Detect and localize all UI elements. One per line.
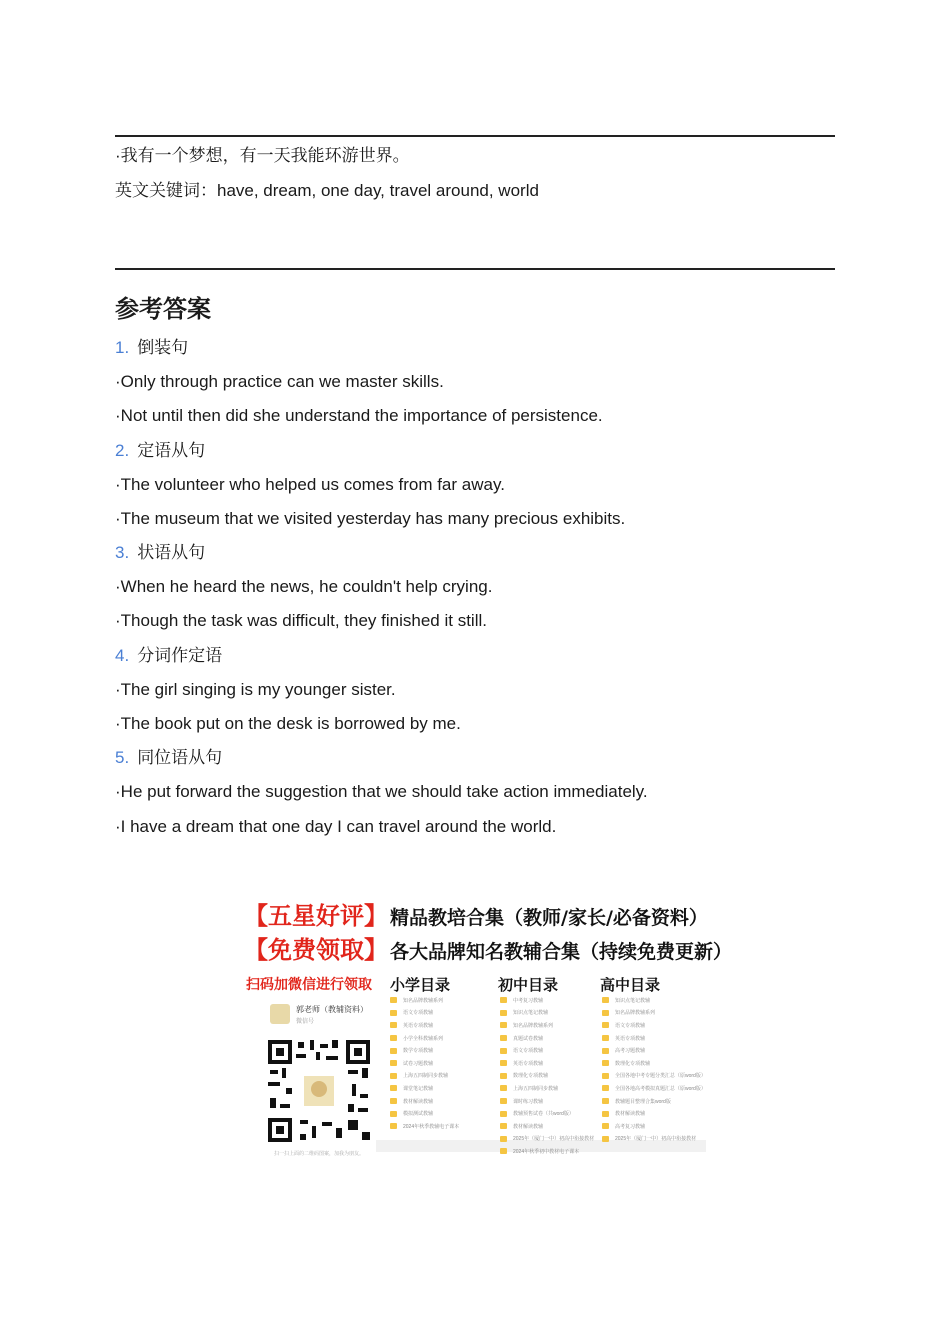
- folder-icon: [500, 1148, 507, 1154]
- answer-group-heading: [115, 337, 188, 359]
- folder-icon: [390, 1098, 397, 1104]
- folder-icon: [602, 1136, 609, 1142]
- folder-item[interactable]: [500, 1107, 594, 1120]
- list-number: 4.: [115, 646, 130, 665]
- folder-label: 模拟测试教辅: [403, 1111, 434, 1118]
- folder-label: 数理化专项教辅: [615, 1060, 651, 1067]
- folder-label: 教材解读教辅: [403, 1098, 434, 1105]
- folder-item[interactable]: [390, 1032, 459, 1045]
- folder-label: 试卷习题教辅: [403, 1060, 434, 1067]
- group-label: 分词作定语: [137, 646, 223, 665]
- folder-label: 知名品牌教辅系列: [403, 997, 444, 1004]
- wechat-id-label: 微信号: [296, 1019, 315, 1025]
- folder-label: 教材解读教辅: [513, 1123, 544, 1130]
- promo-tag-free: 【免费领取】: [244, 935, 388, 964]
- folder-icon: [500, 1085, 507, 1091]
- folder-item[interactable]: [602, 1019, 706, 1032]
- folder-icon: [500, 1136, 507, 1142]
- promo-tag-rating: 【五星好评】: [244, 901, 388, 930]
- folder-label: 英语专项教辅: [513, 1060, 544, 1067]
- answers-title: 参考答案: [115, 296, 211, 323]
- folder-label: 全国各地高考模拟真题汇总（原word版）: [615, 1085, 706, 1092]
- example-sentence: ·我有一个梦想，有一天我能环游世界。: [115, 146, 410, 165]
- group-label: 定语从句: [137, 441, 206, 460]
- folder-label: 课堂笔记教辅: [403, 1085, 434, 1092]
- folder-item[interactable]: [602, 1082, 706, 1095]
- folder-icon: [602, 1073, 609, 1079]
- folder-label: 知名品牌教辅系列: [513, 1022, 554, 1029]
- folder-item[interactable]: [602, 1107, 706, 1120]
- folder-icon: [602, 1085, 609, 1091]
- answer-item: ·The girl singing is my younger sister.: [115, 680, 396, 699]
- folder-item[interactable]: [602, 1044, 706, 1057]
- list-number: 3.: [115, 543, 130, 562]
- folder-icon: [390, 1022, 397, 1028]
- folder-label: 全国各地中考专题分类汇总（原word版）: [615, 1073, 706, 1080]
- folder-item[interactable]: [390, 1044, 459, 1057]
- folder-icon: [602, 997, 609, 1003]
- folder-item[interactable]: [500, 1120, 594, 1133]
- folder-icon: [390, 1010, 397, 1016]
- folder-label: 中考复习教辅: [513, 997, 544, 1004]
- folder-icon: [500, 1060, 507, 1066]
- column-title-middle: 初中目录: [498, 976, 559, 994]
- folder-item[interactable]: [390, 1019, 459, 1032]
- section-divider: [115, 268, 835, 270]
- folder-item[interactable]: [500, 1082, 594, 1095]
- folder-item[interactable]: [390, 1070, 459, 1083]
- folder-label: 数理化专项教辅: [513, 1073, 549, 1080]
- folder-icon: [602, 1123, 609, 1129]
- folder-icon: [390, 1060, 397, 1066]
- list-number: 1.: [115, 338, 130, 357]
- folder-label: 上海五四制同步教辅: [403, 1073, 449, 1080]
- folder-item[interactable]: [500, 1133, 594, 1146]
- folder-icon: [390, 1111, 397, 1117]
- scan-tip: 扫一扫上面的二维码图案，加我为朋友。: [274, 1151, 365, 1157]
- folder-item[interactable]: [500, 1007, 594, 1020]
- folder-icon: [602, 1098, 609, 1104]
- folder-label: 语文专项教辅: [513, 1048, 544, 1055]
- folder-icon: [390, 1073, 397, 1079]
- folder-item[interactable]: [390, 1057, 459, 1070]
- answer-group-heading: [115, 440, 205, 462]
- folder-item[interactable]: [500, 1044, 594, 1057]
- promo-text-2: 各大品牌知名教辅合集（持续免费更新）: [390, 941, 733, 963]
- folder-item[interactable]: [500, 994, 594, 1007]
- folder-label: 英语专项教辅: [615, 1035, 646, 1042]
- folder-item[interactable]: [602, 1070, 706, 1083]
- folder-icon: [390, 997, 397, 1003]
- answer-item: ·Though the task was difficult, they finished it still.: [115, 611, 487, 630]
- folder-item[interactable]: [602, 1120, 706, 1133]
- folder-label: 教材解读教辅: [615, 1111, 646, 1118]
- answer-item: ·I have a dream that one day I can travel around the world.: [115, 817, 557, 836]
- folder-icon: [500, 1010, 507, 1016]
- answer-item: ·The volunteer who helped us comes from far away.: [115, 475, 505, 494]
- list-number: 2.: [115, 441, 130, 460]
- keywords-line: 英文关键词：have, dream, one day, travel around, world: [115, 181, 539, 200]
- promo-text-1: 精品教培合集（教师/家长/必备资料）: [390, 907, 708, 929]
- folder-label: 教辅题目整理合集word版: [615, 1098, 671, 1105]
- folder-icon: [500, 1022, 507, 1028]
- folder-label: 语文专项教辅: [403, 1010, 434, 1017]
- folder-icon: [602, 1035, 609, 1041]
- folder-label: 小学全科教辅系列: [403, 1035, 444, 1042]
- list-number: 5.: [115, 748, 130, 767]
- folder-label: 上海五四制同步教辅: [513, 1085, 559, 1092]
- folder-item[interactable]: [500, 1095, 594, 1108]
- folder-item[interactable]: [390, 1082, 459, 1095]
- folder-item[interactable]: [390, 1095, 459, 1108]
- folder-icon: [602, 1111, 609, 1117]
- folder-label: 知识点笔记教辅: [513, 1010, 549, 1017]
- answer-group-heading: [115, 747, 222, 769]
- wechat-name: 郭老师（教辅资料）: [296, 1005, 368, 1014]
- folder-icon: [602, 1048, 609, 1054]
- folder-icon: [602, 1022, 609, 1028]
- folder-label: 知识点笔记教辅: [615, 997, 651, 1004]
- folder-item[interactable]: [500, 1145, 594, 1158]
- folder-item[interactable]: [390, 994, 459, 1007]
- scan-instruction: 扫码加微信进行领取: [246, 977, 372, 993]
- answer-item: ·Only through practice can we master skills.: [115, 372, 444, 391]
- promo-line-1: [244, 896, 708, 931]
- folder-icon: [500, 1035, 507, 1041]
- folder-icon: [500, 1111, 507, 1117]
- column-title-primary: 小学目录: [390, 976, 451, 994]
- folder-item[interactable]: [390, 1107, 459, 1120]
- folder-list-high: [602, 994, 706, 1145]
- folder-label: 数学专项教辅: [403, 1048, 434, 1055]
- folder-label: 语文专项教辅: [615, 1022, 646, 1029]
- folder-label: 真题试卷教辅: [513, 1035, 544, 1042]
- folder-item[interactable]: [602, 1032, 706, 1045]
- folder-label: 2024年秋季教辅电子课本: [403, 1123, 460, 1130]
- folder-label: 2024年秋季初中教材电子课本: [513, 1148, 580, 1155]
- folder-icon: [390, 1123, 397, 1129]
- group-label: 倒装句: [137, 338, 189, 357]
- folder-item[interactable]: [390, 1007, 459, 1020]
- folder-list-middle: [500, 994, 594, 1158]
- answer-item: ·The book put on the desk is borrowed by me.: [115, 714, 461, 733]
- folder-item[interactable]: [390, 1120, 459, 1133]
- folder-label: 2025年（厦门一中）初高中衔接教材: [513, 1136, 595, 1143]
- qr-code-icon[interactable]: [266, 1038, 372, 1144]
- folder-item[interactable]: [500, 1032, 594, 1045]
- group-label: 同位语从句: [137, 748, 223, 767]
- folder-item[interactable]: [500, 1070, 594, 1083]
- folder-label: 高考习题教辅: [615, 1048, 646, 1055]
- folder-icon: [500, 1123, 507, 1129]
- folder-item[interactable]: [602, 1133, 706, 1146]
- answer-item: ·Not until then did she understand the importance of persistence.: [115, 406, 603, 425]
- folder-icon: [390, 1035, 397, 1041]
- folder-icon: [390, 1048, 397, 1054]
- folder-label: 教辅预售试卷（共word版）: [513, 1111, 574, 1118]
- folder-icon: [602, 1060, 609, 1066]
- promo-line-2: [244, 930, 732, 965]
- folder-item[interactable]: [500, 1057, 594, 1070]
- folder-label: 英语专项教辅: [403, 1022, 434, 1029]
- folder-icon: [500, 1073, 507, 1079]
- group-label: 状语从句: [137, 543, 206, 562]
- folder-label: 课时练习教辅: [513, 1098, 544, 1105]
- folder-label: 知名品牌教辅系列: [615, 1010, 656, 1017]
- answer-item: ·He put forward the suggestion that we should take action immediately.: [115, 782, 648, 801]
- folder-icon: [500, 1048, 507, 1054]
- folder-item[interactable]: [602, 994, 706, 1007]
- folder-icon: [602, 1010, 609, 1016]
- answer-group-heading: [115, 542, 205, 564]
- answer-group-heading: [115, 645, 222, 667]
- folder-icon: [500, 1098, 507, 1104]
- folder-item[interactable]: [602, 1057, 706, 1070]
- folder-label: 高考复习教辅: [615, 1123, 646, 1130]
- column-title-high: 高中目录: [600, 976, 661, 994]
- folder-item[interactable]: [500, 1019, 594, 1032]
- folder-item[interactable]: [602, 1007, 706, 1020]
- answer-item: ·When he heard the news, he couldn't help crying.: [115, 577, 493, 596]
- folder-item[interactable]: [602, 1095, 706, 1108]
- promo-banner[interactable]: [240, 890, 733, 1162]
- folder-list-primary: [390, 994, 459, 1133]
- folder-icon: [390, 1085, 397, 1091]
- folder-label: 2025年（厦门一中）初高中衔接教材: [615, 1136, 697, 1143]
- top-divider: [115, 135, 835, 137]
- answer-item: ·The museum that we visited yesterday has many precious exhibits.: [115, 509, 626, 528]
- avatar: [270, 1004, 290, 1024]
- folder-icon: [500, 997, 507, 1003]
